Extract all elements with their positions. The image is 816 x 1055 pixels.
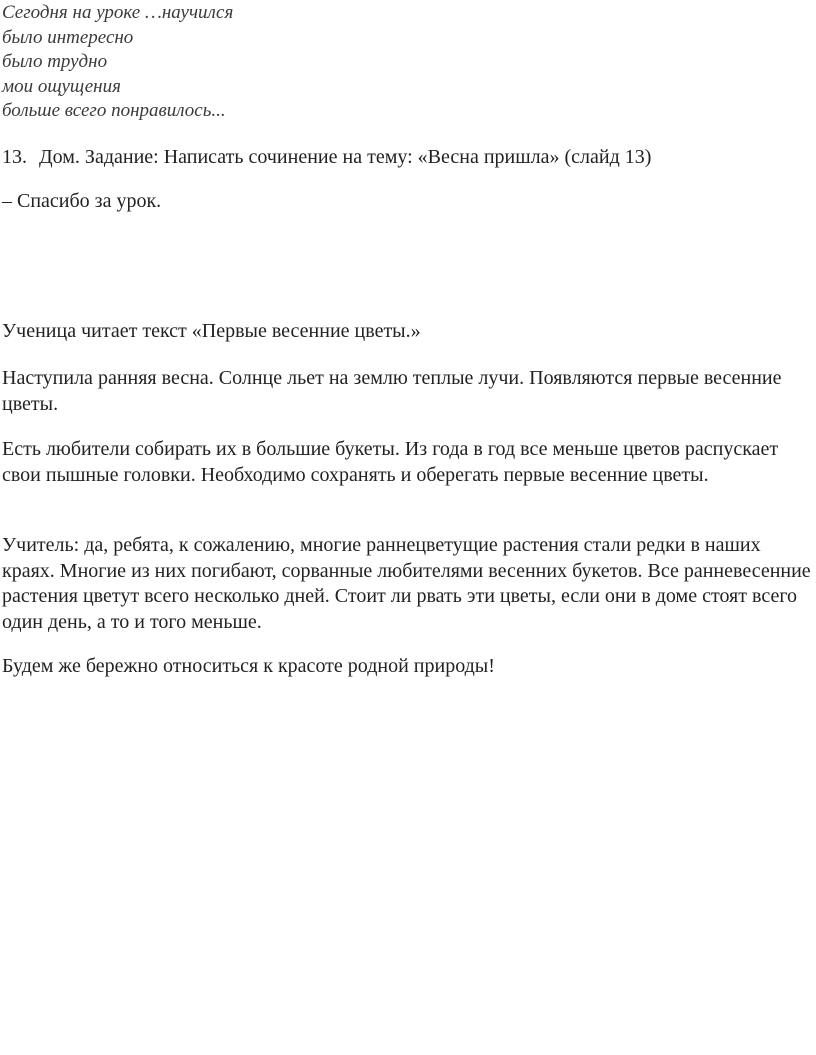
paragraph: Наступила ранняя весна. Солнце льет на землю теплые лучи. Появляются первые весенние цветы. (2, 367, 782, 415)
reflection-line: больше всего понравилось... (2, 100, 226, 121)
paragraph: Учитель: да, ребята, к сожалению, многие раннецветущие растения стали редки в наших краях. Многие из них погибают, сорванные любителями весенних букетов. Все ранневесенние растения цветут всего несколько дней. Стоит ли рвать эти цветы, если они в доме стоят всего один день, а то и того меньше. (2, 534, 811, 633)
paragraph: Будем же бережно относиться к красоте родной природы! (2, 655, 495, 677)
homework-text: Дом. Задание: Написать сочинение на тему: «Весна пришла» (слайд 13) (39, 146, 652, 168)
reflection-list (2, 1, 233, 124)
paragraph: Есть любители собирать их в большие букеты. Из года в год все меньше цветов распускает свои пышные головки. Необходимо сохранять и оберегать первые весенние цветы. (2, 438, 779, 486)
reflection-line: мои ощущения (2, 75, 121, 97)
thanks-line: – Спасибо за урок. (2, 190, 162, 212)
reading-intro: Ученица читает текст «Первые весенние цветы.» (2, 320, 421, 342)
reflection-line: было трудно (2, 51, 108, 72)
reflection-line: Сегодня на уроке …научился (2, 2, 234, 23)
homework-item (2, 145, 816, 171)
reflection-line: было интересно (2, 26, 134, 48)
homework-number: 13. (2, 146, 27, 168)
